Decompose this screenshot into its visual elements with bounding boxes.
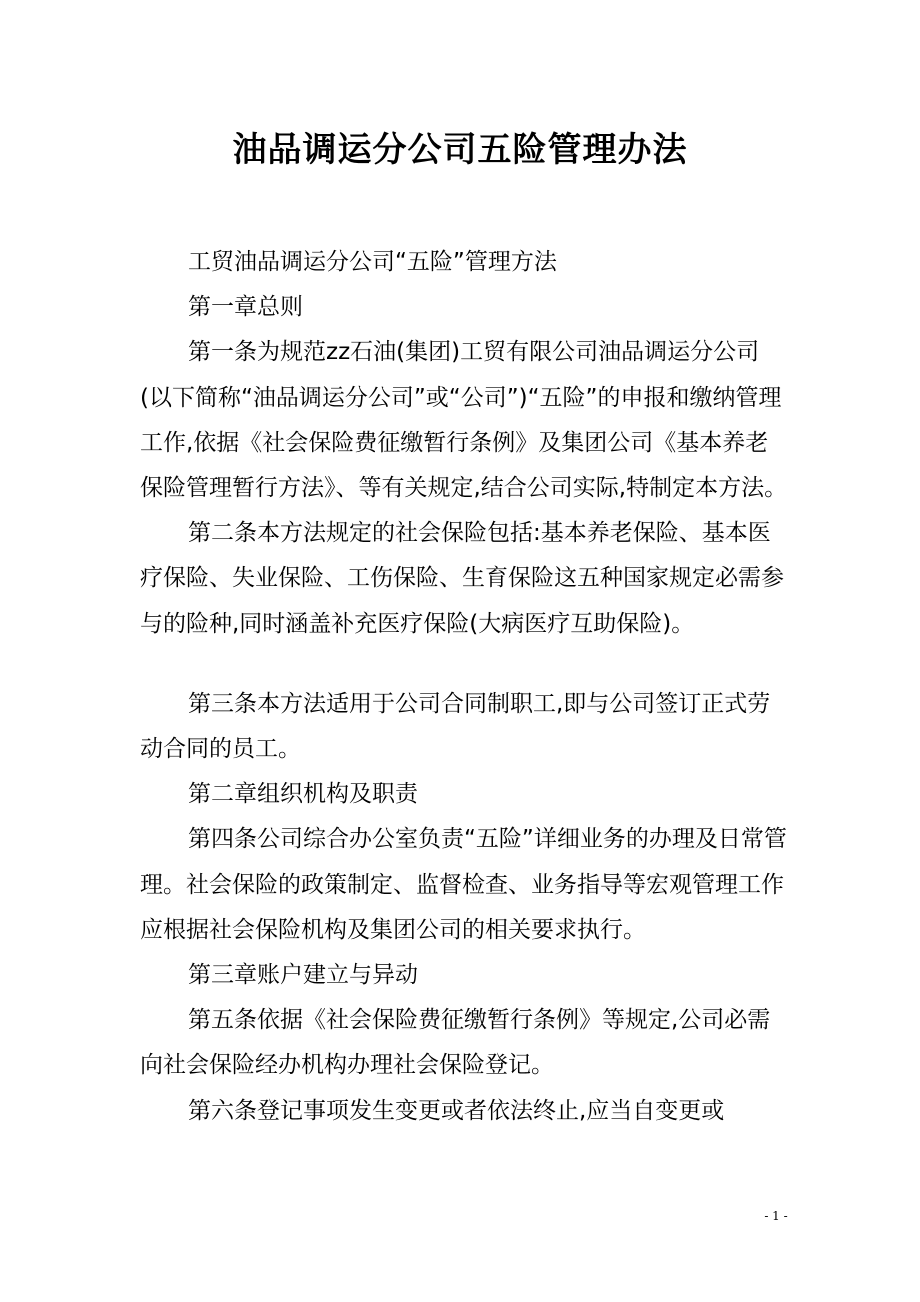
document-body [140,240,790,1134]
paragraph-chapter-2: 第二章组织机构及职责 [188,781,418,808]
paragraph-article-5: 第五条依据《社会保险费征缴暂行条例》等规定,公司必需向社会保险经办机构办理社会保险登记。 [140,1007,771,1079]
paragraph-chapter-3: 第三章账户建立与异动 [188,962,418,989]
paragraph-article-4: 第四条公司综合办公室负责“五险”详细业务的办理及日常管理。社会保险的政策制定、监督检查、业务指导等宏观管理工作应根据社会保险机构及集团公司的相关要求执行。 [140,826,787,943]
page-number: - 1 - [764,1209,788,1223]
document-title: 油品调运分公司五险管理办法 [232,130,688,170]
paragraph-article-1: 第一条为规范zz石油(集团)工贸有限公司油品调运分公司(以下简称“油品调运分公司”或“公司”)“五险”的申报和缴纳管理工作,依据《社会保险费征缴暂行条例》及集团公司《基本养老保险管理暂行方法》、等有关规定,结合公司实际,特制定本方法。 [140,339,788,502]
paragraph-article-2: 第二条本方法规定的社会保险包括:基本养老保险、基本医疗保险、失业保险、工伤保险、生育保险这五种国家规定必需参与的险种,同时涵盖补充医疗保险(大病医疗互助保险)。 [140,520,784,637]
paragraph-chapter-1: 第一章总则 [188,294,303,321]
paragraph-article-6: 第六条登记事项发生变更或者依法终止,应当自变更或 [188,1097,725,1124]
paragraph-subtitle: 工贸油品调运分公司“五险”管理方法 [188,249,557,275]
paragraph-article-3: 第三条本方法适用于公司合同制职工,即与公司签订正式劳动合同的员工。 [140,690,771,763]
